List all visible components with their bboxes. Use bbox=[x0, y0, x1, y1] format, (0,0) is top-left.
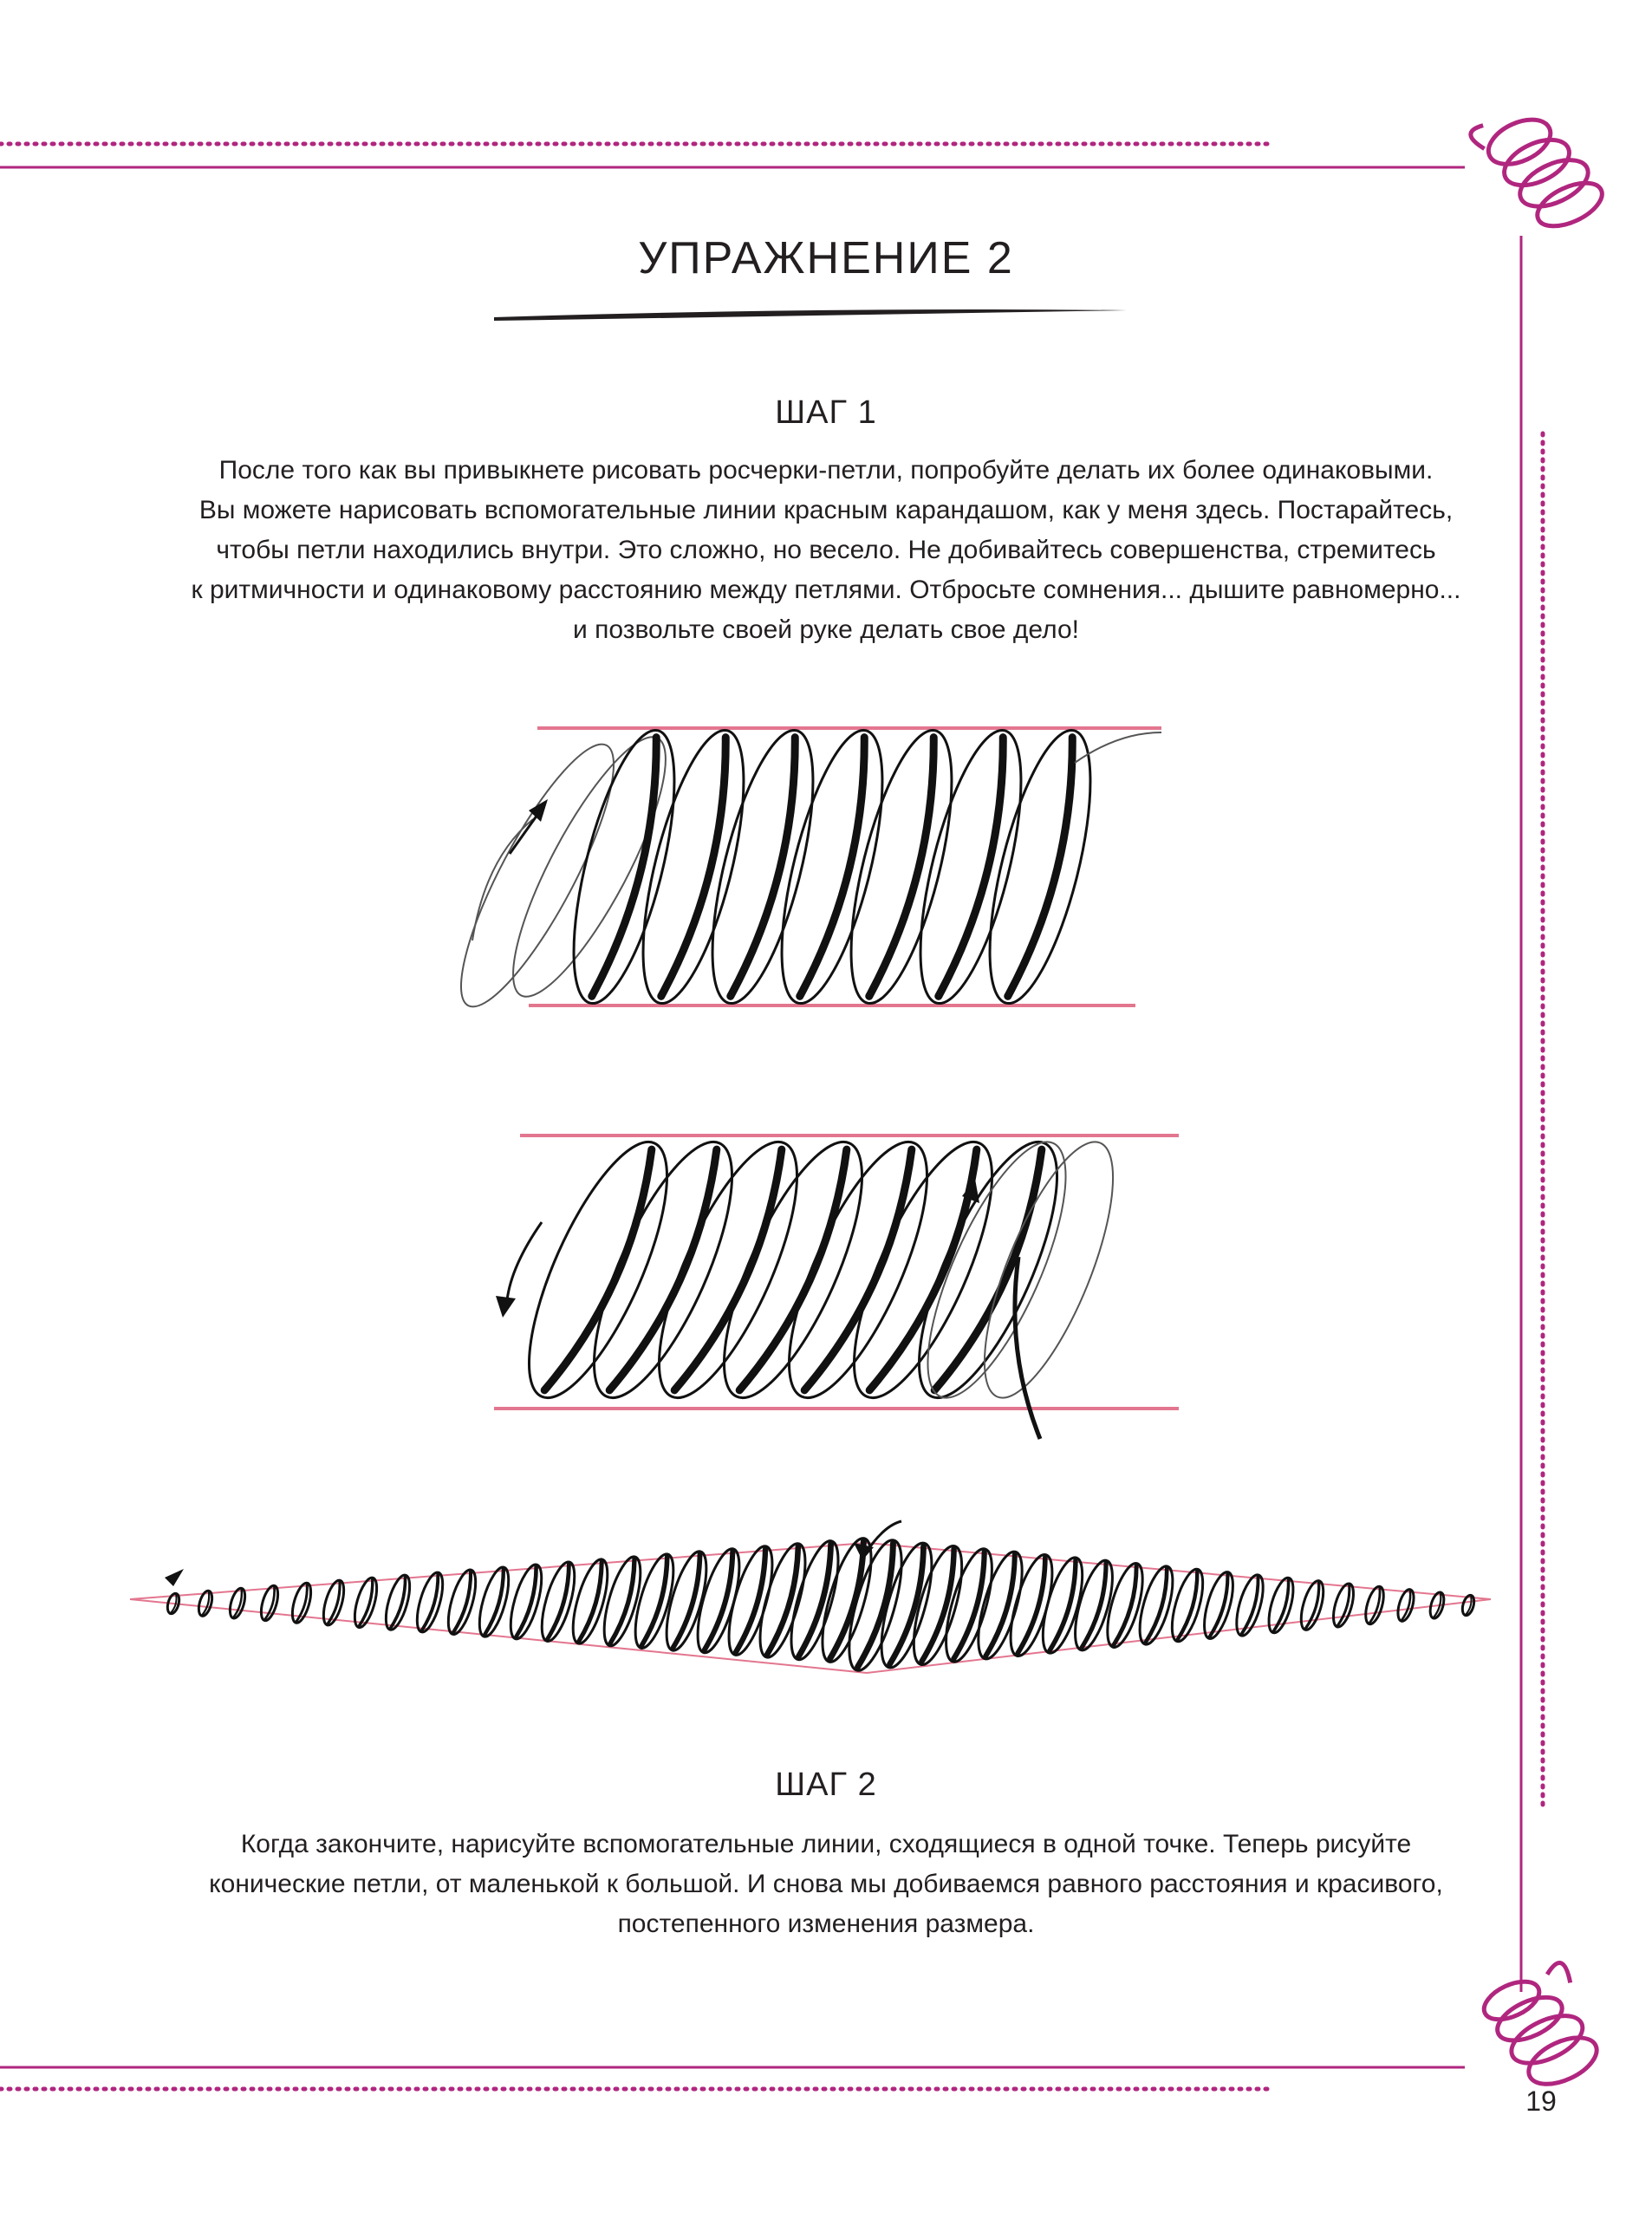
ink-downstroke bbox=[548, 1564, 569, 1639]
ink-loop bbox=[1395, 1588, 1416, 1624]
ink-downstroke bbox=[485, 1569, 504, 1635]
ink-loop bbox=[1232, 1572, 1269, 1638]
ink-loop bbox=[1297, 1578, 1328, 1632]
ink-loop bbox=[412, 1570, 447, 1635]
ink-downstroke bbox=[359, 1579, 373, 1626]
ink-loop bbox=[473, 1565, 514, 1640]
step1-line: чтобы петли находились внутри. Это сложно, но весело. Не добивайтесь совершенства, стремитесь bbox=[216, 536, 1436, 564]
ink-downstroke bbox=[641, 1557, 667, 1646]
arrow-up-icon bbox=[510, 799, 548, 854]
ink-downstroke bbox=[939, 738, 1003, 997]
exercise-drawing-2 bbox=[494, 1125, 1179, 1439]
step2-text bbox=[156, 1825, 1496, 1944]
ink-downstroke bbox=[390, 1577, 405, 1629]
ink-downstroke bbox=[1146, 1568, 1167, 1642]
ink-loop bbox=[1264, 1575, 1298, 1635]
ink-downstroke bbox=[1114, 1565, 1136, 1645]
ink-downstroke bbox=[516, 1566, 536, 1637]
ink-downstroke bbox=[1050, 1560, 1076, 1650]
ink-downstroke bbox=[610, 1559, 634, 1643]
ink-downstroke bbox=[453, 1572, 471, 1632]
page-number: 19 bbox=[1525, 2086, 1557, 2117]
ink-loop bbox=[1330, 1582, 1357, 1630]
arrow-down-icon bbox=[496, 1222, 542, 1318]
step1-title: ШАГ 1 bbox=[775, 394, 877, 431]
ink-loop bbox=[1363, 1585, 1388, 1626]
ink-loop bbox=[827, 1125, 1019, 1414]
ink-downstroke bbox=[1008, 738, 1072, 997]
ink-downstroke bbox=[830, 1541, 864, 1658]
ink-downstroke bbox=[673, 1554, 699, 1648]
ink-loop bbox=[632, 1125, 824, 1414]
step1-line: Вы можете нарисовать вспомогательные линии красным карандашом, как у меня здесь. Постарайтесь, bbox=[198, 496, 1454, 524]
ink-downstroke bbox=[731, 738, 795, 997]
ink-loop bbox=[1199, 1569, 1239, 1642]
ink-loop bbox=[892, 1125, 1084, 1414]
ink-loop bbox=[838, 1535, 912, 1676]
step2-line: конические петли, от маленькой к большой. И снова мы добиваемся равного расстояния и красивого, bbox=[209, 1870, 1443, 1898]
ink-loop bbox=[697, 1125, 889, 1414]
ink-downstroke bbox=[328, 1582, 340, 1624]
ink-downstroke bbox=[579, 1562, 602, 1642]
ink-downstroke bbox=[798, 1544, 830, 1656]
ink-loop bbox=[762, 1125, 954, 1414]
step1-line: к ритмичности и одинаковому расстоянию между петлями. Отбросьте сомнения... дышите равномерно... bbox=[191, 576, 1461, 604]
step2-line: постепенного изменения размера. bbox=[617, 1910, 1035, 1938]
ink-downstroke bbox=[800, 738, 864, 997]
step2-title: ШАГ 2 bbox=[775, 1767, 877, 1803]
exercise-drawing-3 bbox=[130, 1521, 1491, 1676]
ink-downstroke bbox=[1082, 1563, 1106, 1648]
exercise-title: УПРАЖНЕНИЕ 2 bbox=[638, 233, 1014, 283]
ink-loop bbox=[502, 1125, 694, 1414]
arrow-up-icon bbox=[165, 1569, 184, 1586]
step1-line: и позвольте своей руке делать свое дело! bbox=[573, 615, 1079, 644]
step2-line: Когда закончите, нарисуйте вспомогательные линии, сходящиеся в одной точке. Теперь рисуйте bbox=[240, 1830, 1412, 1858]
ink-downstroke bbox=[592, 738, 656, 997]
ink-downstroke bbox=[1210, 1574, 1228, 1637]
ink-loop bbox=[381, 1572, 415, 1632]
ink-downstroke bbox=[1241, 1577, 1258, 1634]
ink-loop bbox=[567, 1125, 759, 1414]
ink-loop bbox=[443, 1567, 481, 1637]
ink-downstroke bbox=[1178, 1571, 1198, 1639]
exercise-drawing-1 bbox=[436, 720, 1161, 1023]
ink-downstroke bbox=[661, 738, 725, 997]
step1-line: После того как вы привыкнете рисовать росчерки-петли, попробуйте делать их более одинаковыми. bbox=[218, 456, 1434, 485]
ink-loop bbox=[350, 1576, 381, 1630]
ink-downstroke bbox=[422, 1574, 439, 1630]
ink-downstroke bbox=[869, 738, 933, 997]
